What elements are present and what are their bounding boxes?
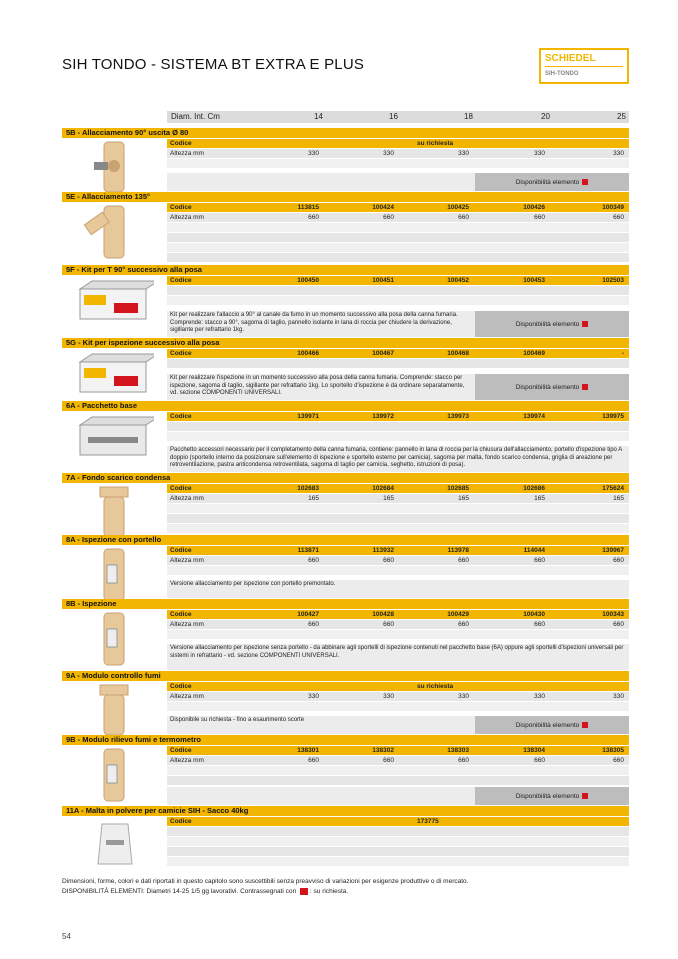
product-image [74,277,154,332]
product-description: Kit per realizzare l'ispezione in un momento successivo alla posa della canna fumaria. Comprende: stacco per ispezione, sagoma di taglio, sigillante per refrattario 1kg. Lo sportello d'ispezione è da ordinare separatamente, vd. sezione COMPONENTI UNIVERSALI. [167,374,475,400]
codice-label: Codice [170,204,192,211]
availability-marker-icon [582,179,588,185]
section-title: 5B - Allacciamento 90° uscita Ø 80 [62,128,629,138]
code-value: 102686 [523,485,545,492]
code-value: 102684 [372,485,394,492]
altezza-row [167,692,629,701]
code-value: 173775 [417,818,439,825]
height-value: 165 [534,495,545,502]
code-value: 139967 [602,547,624,554]
codice-row [167,276,629,285]
codice-label: Codice [170,485,192,492]
section-title: 9B - Modulo rilievo fumi e termometro [62,735,629,745]
height-value: 660 [458,214,469,221]
product-image [74,611,154,672]
availability-cell [475,787,629,805]
code-value: 100467 [372,350,394,357]
code-value: 138302 [372,747,394,754]
code-value: 139973 [447,413,469,420]
brand-sub: SIH-TONDO [545,71,579,77]
code-value: 113932 [372,547,394,554]
height-value: 330 [383,693,394,700]
blank-row [167,233,629,242]
blank-row [167,766,629,775]
section-title: 11A - Malta in polvere per camicie SIH - Sacco 40kg [62,806,629,816]
section-title: 5F - Kit per T 90° successivo alla posa [62,265,629,275]
code-value: - [621,350,624,357]
codice-label: Codice [170,277,192,284]
availability-label: Disponibilità elemento [515,721,580,729]
height-value: 660 [383,214,394,221]
code-value: su richiesta [417,140,454,147]
section-1 [62,192,629,265]
code-value: 100450 [297,277,319,284]
code-value: 139971 [297,413,319,420]
blank-row [167,827,629,836]
blank-row [167,847,629,856]
codice-row [167,610,629,619]
availability-cell [475,173,629,191]
brand-name: SCHIEDEL [545,53,623,67]
code-value: 100451 [372,277,394,284]
altezza-row [167,620,629,629]
blank-row [167,630,629,639]
codice-row [167,349,629,358]
height-value: 660 [534,621,545,628]
altezza-row [167,213,629,222]
blank-row [167,159,629,168]
availability-label: Disponibilità elemento [515,320,580,328]
code-value: 138305 [602,747,624,754]
section-3 [62,338,629,401]
section-6 [62,535,629,599]
header-label: Diam. Int. Cm [171,112,220,121]
height-value: 660 [308,757,319,764]
availability-marker-icon [582,722,588,728]
blank-row [167,286,629,295]
footer-line-2a: DISPONIBILITÀ ELEMENTI: Diametri 14-25 1/5 gg lavorativi. Contrassegnati con [62,888,297,895]
blank-row [167,837,629,846]
product-description: Versione allacciamento per ispezione con portello premontato. [167,580,629,598]
availability-label: Disponibilità elemento [515,792,580,800]
height-value: 660 [534,757,545,764]
code-value: 139974 [523,413,545,420]
page-title: SIH TONDO - SISTEMA BT EXTRA E PLUS [62,56,365,73]
height-value: 660 [458,557,469,564]
height-value: 660 [613,757,624,764]
blank-row [167,776,629,785]
height-value: 660 [383,757,394,764]
product-image [74,204,154,265]
header-diam: 20 [541,112,550,121]
height-value: 660 [613,557,624,564]
height-value: 165 [383,495,394,502]
code-value: 100453 [523,277,545,284]
height-value: 330 [613,150,624,157]
blank-row [167,857,629,866]
availability-cell [475,311,629,337]
section-0 [62,128,629,192]
availability-marker-icon [582,793,588,799]
code-value: 100343 [602,611,624,618]
blank-row [167,566,629,575]
height-value: 660 [383,621,394,628]
blank-row [167,223,629,232]
code-value: 100428 [372,611,394,618]
code-value: 100452 [447,277,469,284]
code-value: 139975 [602,413,624,420]
blank-row [167,296,629,305]
code-value: 102685 [447,485,469,492]
header-diam: 14 [314,112,323,121]
code-value: 100424 [372,204,394,211]
code-value: 113871 [297,547,319,554]
section-2 [62,265,629,338]
section-9 [62,735,629,806]
altezza-row [167,756,629,765]
footer-line-2b: : su richiesta. [309,888,349,895]
product-image [74,413,154,468]
product-image [74,350,154,405]
codice-label: Codice [170,818,192,825]
code-value: 138303 [447,747,469,754]
code-value: 100469 [523,350,545,357]
code-value: 100466 [297,350,319,357]
codice-row [167,203,629,212]
codice-label: Codice [170,747,192,754]
blank-row [167,504,629,513]
code-value: 114044 [523,547,545,554]
section-title: 6A - Pacchetto base [62,401,629,411]
section-title: 8B - Ispezione [62,599,629,609]
altezza-label: Altezza mm [170,557,204,564]
height-value: 660 [458,621,469,628]
blank-row [167,243,629,252]
availability-label: Disponibilità elemento [515,178,580,186]
height-value: 660 [308,214,319,221]
code-value: 138301 [297,747,319,754]
codice-label: Codice [170,683,192,690]
blank-row [167,702,629,711]
height-value: 330 [534,150,545,157]
product-description: Versione allacciamento per ispezione senza portello - da abbinare agli sportelli di ispezione contenuti nel pacchetto base (6A) oppure agli sportelli d'ispezioni universali per sistemi in refrattario - vd. sezione COMPONENTI UNIVERSALI. [167,644,629,670]
header-diam: 18 [464,112,473,121]
altezza-label: Altezza mm [170,757,204,764]
height-value: 330 [458,693,469,700]
code-value: 100468 [447,350,469,357]
blank-row [167,422,629,431]
description-blank [167,173,475,191]
footer-notes [62,877,602,897]
altezza-label: Altezza mm [170,621,204,628]
footer-line-1: Dimensioni, forme, colori e dati riportati in questo capitolo sono suscettibili senza preavviso di variazioni per esigenze produttive o di mercato. [62,878,469,885]
height-value: 330 [458,150,469,157]
code-value: 138304 [523,747,545,754]
height-value: 660 [534,214,545,221]
code-value: 100429 [447,611,469,618]
product-description: Pacchetto accessori necessario per il completamento della canna fumaria, contiene: pannello in lana di roccia per la chiusura dell'allacciamento, portello d'ispezione tipo A doppio (sportello interno da posizionare sull'elemento di ispezione e sportello esterno per camicia), sagoma per malta, fondo scarico condensa, griglia di areazione per retroventilazione, pastra anticondensa retroventilata, sagoma di taglio per camicia, seghetto, istruzioni di posa). [167,446,629,472]
codice-row [167,412,629,421]
blank-row [167,514,629,523]
code-value: 100349 [602,204,624,211]
diameter-header [167,111,629,123]
section-title: 8A - Ispezione con portello [62,535,629,545]
height-value: 330 [308,693,319,700]
code-value: 113815 [297,204,319,211]
codice-label: Codice [170,413,192,420]
footer-line-2 [62,887,602,897]
brand-logo [539,48,629,84]
code-value: 175624 [602,485,624,492]
availability-marker-icon [582,384,588,390]
availability-marker-icon [300,888,308,895]
codice-label: Codice [170,350,192,357]
height-value: 165 [458,495,469,502]
altezza-row [167,494,629,503]
description-blank [167,787,475,805]
section-4 [62,401,629,473]
code-value: 100427 [297,611,319,618]
altezza-label: Altezza mm [170,495,204,502]
section-5 [62,473,629,535]
codice-row [167,139,629,148]
codice-row [167,746,629,755]
availability-cell [475,374,629,400]
codice-row [167,817,629,826]
product-description: Disponibile su richiesta - fino a esaurimento scorte [167,716,475,734]
header-diam: 16 [389,112,398,121]
height-value: 330 [308,150,319,157]
height-value: 660 [308,621,319,628]
section-10 [62,806,629,868]
blank-row [167,359,629,368]
code-value: 102503 [602,277,624,284]
availability-marker-icon [582,321,588,327]
codice-row [167,546,629,555]
height-value: 660 [383,557,394,564]
product-description: Kit per realizzare l'allaccio a 90° al canale da fumo in un momento successivo alla posa della canna fumaria. Comprende: stacco a 90°, sagoma di taglio, pannello isolante in lana di roccia per chiudere la derivazione, sigillante per refrattario 1kg. [167,311,475,337]
height-value: 165 [308,495,319,502]
product-image [74,818,154,873]
codice-row [167,484,629,493]
section-7 [62,599,629,671]
height-value: 330 [534,693,545,700]
section-title: 9A - Modulo controllo fumi [62,671,629,681]
codice-label: Codice [170,611,192,618]
codice-row [167,682,629,691]
height-value: 660 [534,557,545,564]
code-value: 102683 [297,485,319,492]
section-8 [62,671,629,735]
section-title: 5E - Allacciamento 135° [62,192,629,202]
code-value: 113978 [447,547,469,554]
blank-row [167,524,629,533]
availability-cell [475,716,629,734]
code-value: 100426 [523,204,545,211]
altezza-label: Altezza mm [170,693,204,700]
code-value: 100430 [523,611,545,618]
height-value: 165 [613,495,624,502]
section-title: 7A - Fondo scarico condensa [62,473,629,483]
height-value: 660 [458,757,469,764]
height-value: 330 [383,150,394,157]
height-value: 660 [613,621,624,628]
blank-row [167,432,629,441]
codice-label: Codice [170,547,192,554]
altezza-label: Altezza mm [170,214,204,221]
height-value: 330 [613,693,624,700]
page-number: 54 [62,932,71,941]
code-value: 100425 [447,204,469,211]
height-value: 660 [308,557,319,564]
altezza-row [167,556,629,565]
altezza-row [167,149,629,158]
header-diam: 25 [617,112,626,121]
code-value: 139972 [372,413,394,420]
blank-row [167,253,629,262]
code-value: su richiesta [417,683,454,690]
section-title: 5G - Kit per ispezione successivo alla posa [62,338,629,348]
availability-label: Disponibilità elemento [515,383,580,391]
height-value: 660 [613,214,624,221]
codice-label: Codice [170,140,192,147]
product-image [74,747,154,808]
altezza-label: Altezza mm [170,150,204,157]
